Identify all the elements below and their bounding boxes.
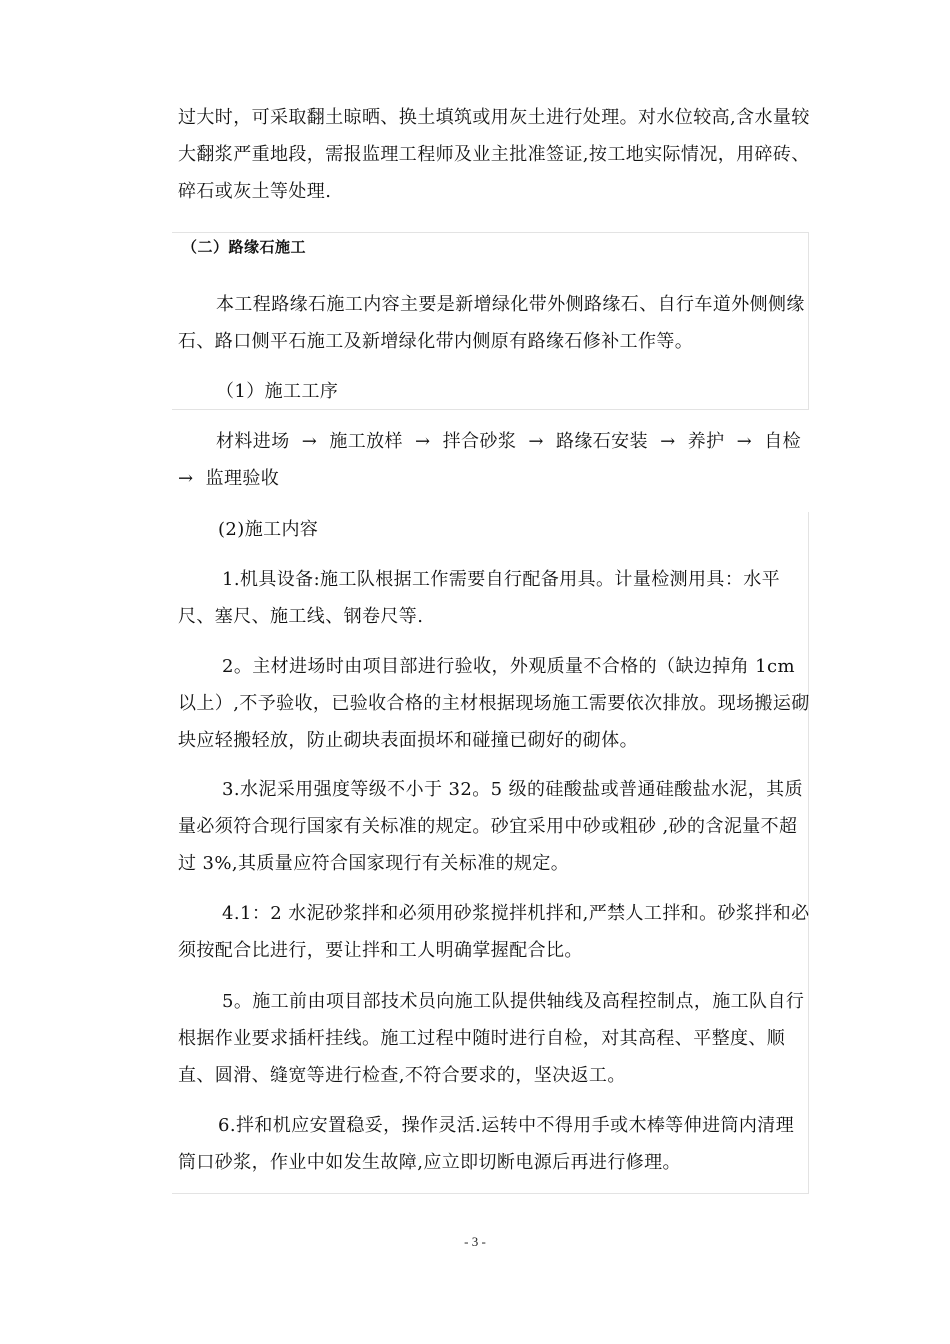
- paragraph-process-flow: 材料进场 → 施工放样 → 拌合砂浆 → 路缘石安装 → 养护 → 自检 → 监理验收: [178, 431, 802, 489]
- paragraph-item-6: 6.拌和机应安置稳妥，操作灵活.运转中不得用手或木棒等伸进筒内清理筒口砂浆，作业中如发生故障,应立即切断电源后再进行修理。: [178, 1115, 795, 1173]
- paragraph-item-4: 4.1：2 水泥砂浆拌和必须用砂浆搅拌机拌和,严禁人工拌和。砂浆拌和必须按配合比进行，要让拌和工人明确掌握配合比。: [178, 903, 810, 961]
- paragraph-scope: 本工程路缘石施工内容主要是新增绿化带外侧路缘石、自行车道外侧侧缘石、路口侧平石施工及新增绿化带内侧原有路缘石修补工作等。: [178, 294, 805, 352]
- paragraph-intro-continued: 过大时，可采取翻土晾晒、换土填筑或用灰土进行处理。对水位较高,含水量较大翻浆严重地段，需报监理工程师及业主批准签证,按工地实际情况，用碎砖、碎石或灰土等处理.: [178, 107, 810, 202]
- paragraph-process-title: （1）施工工序: [216, 381, 339, 402]
- page-number: - 3 -: [464, 1234, 486, 1249]
- paragraph-item-1: 1.机具设备:施工队根据工作需要自行配备用具。计量检测用具：水平尺、塞尺、施工线、钢卷尺等.: [178, 569, 781, 627]
- paragraph-content-title: (2)施工内容: [218, 519, 319, 540]
- paragraph-item-2: 2。主材进场时由项目部进行验收，外观质量不合格的（缺边掉角 1cm 以上）,不予验收，已验收合格的主材根据现场施工需要依次排放。现场搬运砌块应轻搬轻放，防止砌块表面损坏和碰撞已砌好的砌体。: [178, 656, 810, 751]
- section-heading: （二）路缘石施工: [182, 238, 307, 256]
- frame-line-bottom-2: [172, 1193, 808, 1194]
- paragraph-item-5: 5。施工前由项目部技术员向施工队提供轴线及高程控制点，施工队自行根据作业要求插杆挂线。施工过程中随时进行自检，对其高程、平整度、顺直、圆滑、缝宽等进行检查,不符合要求的，坚决返工。: [178, 991, 805, 1086]
- frame-line-top-1: [172, 232, 808, 233]
- paragraph-item-3: 3.水泥采用强度等级不小于 32。5 级的硅酸盐或普通硅酸盐水泥，其质量必须符合现行国家有关标准的规定。砂宜采用中砂或粗砂 ,砂的含泥量不超过 3%,其质量应符合国家现行有关标准的规定。: [178, 779, 803, 874]
